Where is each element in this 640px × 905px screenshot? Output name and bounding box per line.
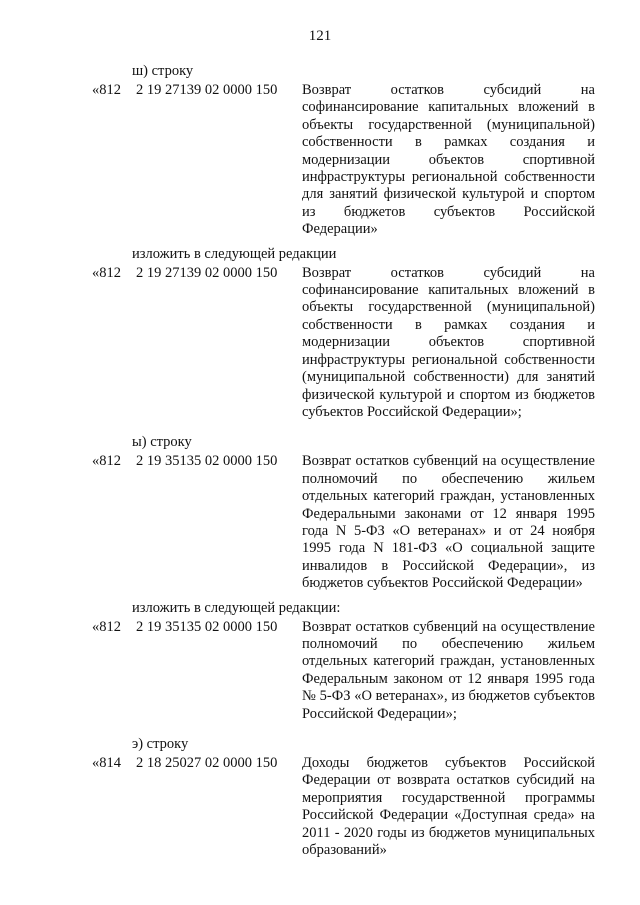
budget-classification-code: 2 19 27139 02 0000 150	[136, 82, 278, 98]
code-description: Возврат остатков субсидий на софинансирование капитальных вложений в объекты государственной (муниципальной) собственности в рамках создания и модернизации объектов спортивной инфраструктуры региональной собственности для занятий физической культурой и спортом из бюджетов субъектов Российской Федерации»	[302, 82, 595, 238]
amendment-label: э) строку	[132, 736, 189, 752]
budget-classification-code: 2 19 35135 02 0000 150	[136, 453, 278, 470]
budget-code-entry	[0, 453, 640, 592]
page-number: 121	[308, 28, 332, 44]
budget-classification-code: 2 19 35135 02 0000 150	[136, 618, 278, 635]
administrator-code: «814	[92, 755, 121, 771]
budget-code-entry	[0, 265, 640, 422]
amendment-label: ш) строку	[132, 63, 194, 79]
budget-code-entry	[0, 82, 640, 239]
code-description: Возврат остатков субсидий на софинансирование капитальных вложений в объекты государственной (муниципальной) собственности в рамках создания и модернизации объектов спортивной инфраструктуры региональной собственности (муниципальной собственности) для занятий физической культурой и спортом из бюджетов субъектов Российской Федерации»;	[302, 264, 595, 420]
document-content	[0, 62, 640, 859]
code-description: Возврат остатков субвенций на осуществление полномочий по обеспечению жильем отдельных категорий граждан, установленных Федеральным законом от 12 января 1995 года № 5-ФЗ «О ветеранах», из бюджетов субъектов Российской Федерации»;	[302, 618, 595, 722]
spacer	[0, 723, 640, 735]
budget-classification-code: 2 19 27139 02 0000 150	[136, 264, 278, 281]
administrator-code: «812	[92, 453, 121, 470]
amendment-label: изложить в следующей редакции	[132, 245, 337, 262]
amendment-label: изложить в следующей редакции:	[132, 599, 341, 616]
administrator-code: «812	[92, 82, 121, 98]
budget-classification-code: 2 18 25027 02 0000 150	[136, 755, 278, 771]
code-description: Возврат остатков субвенций на осуществление полномочий по обеспечению жильем отдельных категорий граждан, установленных Федеральными законами от 12 января 1995 года N 5-ФЗ «О ветеранах» и от 24 ноября 1995 года N 181-ФЗ «О социальной защите инвалидов в Российской Федерации», из бюджетов субъектов Российской Федерации»	[302, 453, 595, 592]
budget-code-entry	[0, 755, 640, 859]
administrator-code: «812	[92, 264, 121, 281]
spacer	[0, 421, 640, 433]
amendment-label: ы) строку	[132, 434, 192, 451]
code-description: Доходы бюджетов субъектов Российской Федерации от возврата остатков субсидий на мероприятия государственной программы Российской Федерации «Доступная среда» на 2011 - 2020 годы из бюджетов муниципальных образований»	[302, 755, 595, 859]
administrator-code: «812	[92, 618, 121, 635]
budget-code-entry	[0, 619, 640, 723]
